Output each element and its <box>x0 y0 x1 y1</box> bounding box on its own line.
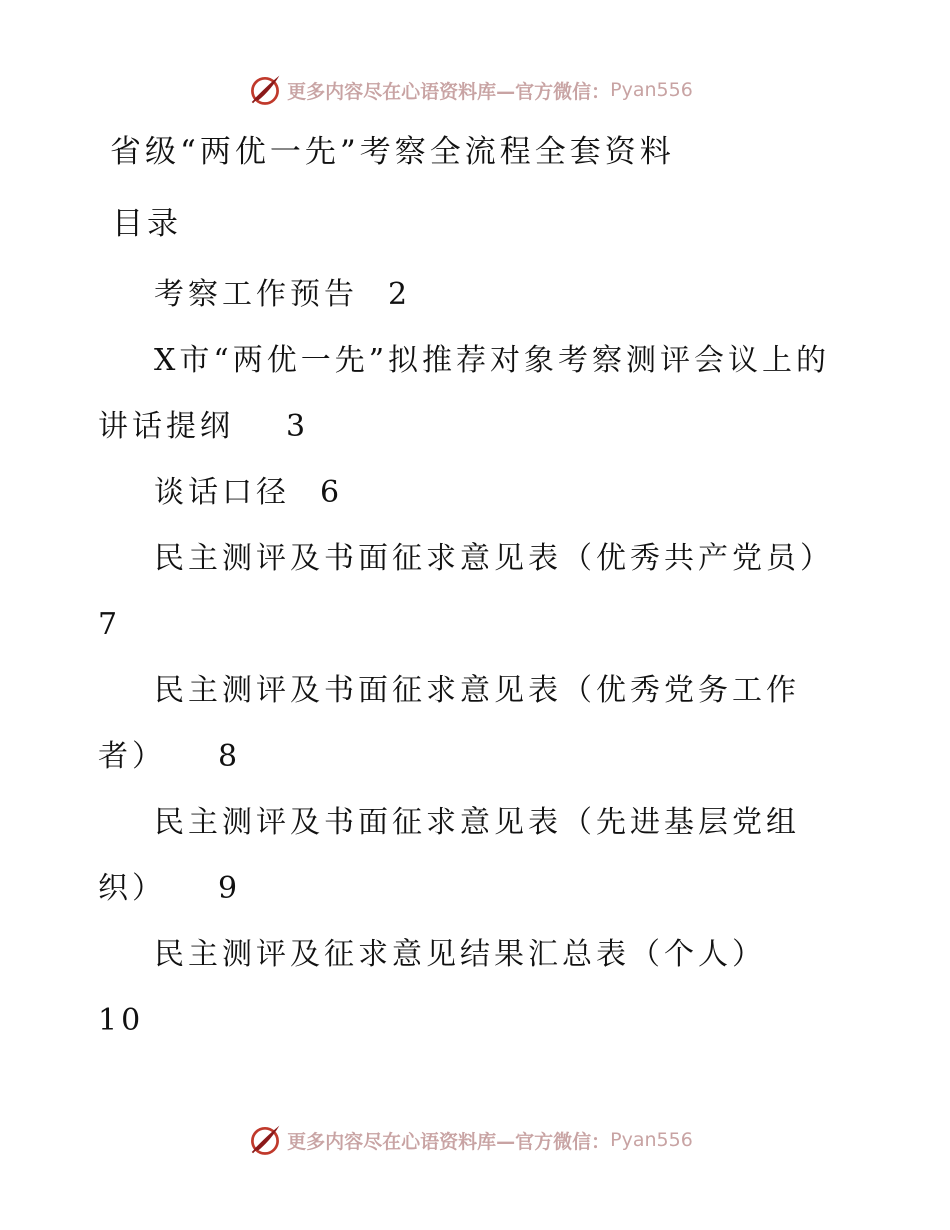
banner-text: 更多内容尽在心语资料库—官方微信： <box>287 1130 611 1153</box>
toc-item-label: 民主测评及书面征求意见表（优秀党务工作者） <box>98 673 800 774</box>
banner-wechat-id: Pyan556 <box>610 79 693 101</box>
toc-item[interactable] <box>98 658 838 790</box>
toc-item-page: 3 <box>286 409 310 444</box>
toc-item-label: 民主测评及书面征求意见表（先进基层党组织） <box>98 805 800 906</box>
toc-item-page: 8 <box>218 739 242 774</box>
toc-item-label: X市“两优一先”拟推荐对象考察测评会议上的讲话提纲 <box>98 343 831 444</box>
toc-item[interactable] <box>98 262 838 328</box>
toc-item-label: 考察工作预告 <box>154 277 358 312</box>
footer-banner <box>0 1120 950 1160</box>
toc-item[interactable] <box>98 790 838 922</box>
header-banner <box>0 70 950 110</box>
toc-item-label: 谈话口径 <box>154 475 290 510</box>
toc-item-label: 民主测评及书面征求意见表（优秀共产党员） <box>154 541 834 576</box>
toc-item-page: 6 <box>320 475 344 510</box>
quill-circle-logo-icon <box>247 1122 283 1158</box>
toc-item[interactable] <box>98 460 838 526</box>
document-title: 省级“两优一先”考察全流程全套资料 <box>110 134 675 170</box>
table-of-contents <box>98 262 838 1054</box>
banner-wechat-id: Pyan556 <box>610 1129 693 1151</box>
banner-text: 更多内容尽在心语资料库—官方微信： <box>287 80 611 103</box>
toc-item-page: 2 <box>388 277 412 312</box>
toc-item[interactable] <box>98 922 838 1054</box>
toc-item[interactable] <box>98 526 838 658</box>
quill-circle-logo-icon <box>247 72 283 108</box>
toc-heading: 目录 <box>112 206 182 242</box>
toc-item[interactable] <box>98 328 838 460</box>
toc-item-label: 民主测评及征求意见结果汇总表（个人） <box>154 937 766 972</box>
toc-item-page: 7 <box>98 607 122 642</box>
toc-item-page: 9 <box>218 871 242 906</box>
toc-item-page: 10 <box>98 1003 145 1038</box>
